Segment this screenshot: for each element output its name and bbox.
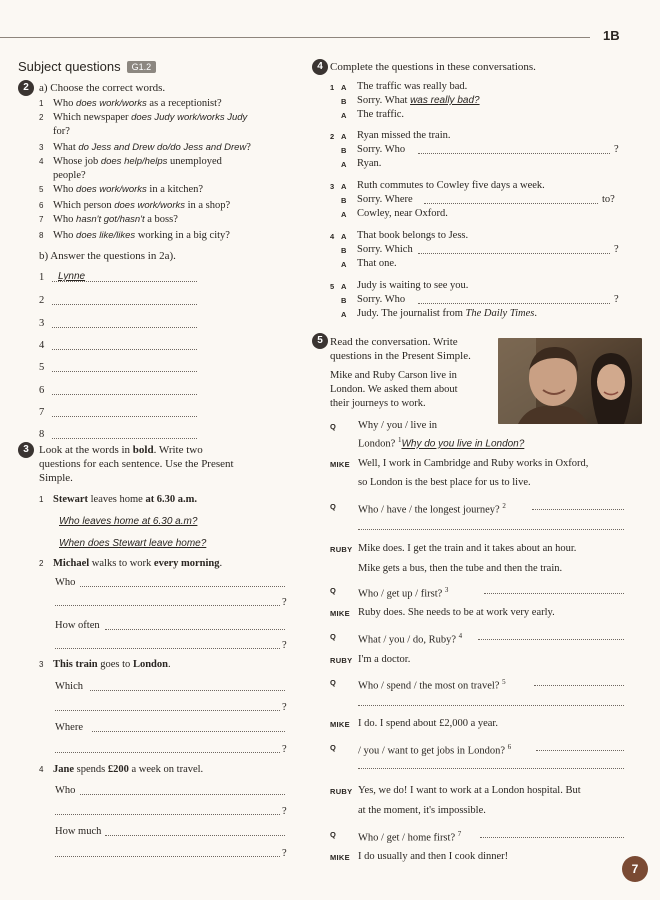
ex3-s3-end: .	[167, 659, 171, 670]
ex4-speaker-a: A	[341, 83, 347, 92]
ex3-s4-qmark-2: ?	[282, 848, 287, 859]
ex2-answer-line[interactable]	[52, 416, 197, 417]
ex4-conv-number: 4	[330, 232, 335, 241]
ex3-s3-where-line-2[interactable]	[55, 752, 280, 753]
ex4-conv-number: 3	[330, 182, 335, 191]
ex5-q3-text: Who / get up / first?	[358, 588, 445, 600]
ex4-speaker-a: A	[341, 111, 347, 120]
ex2-item	[39, 112, 247, 124]
ex2-item-number: 6	[39, 201, 44, 210]
ex4-line-b-text: Sorry. What	[357, 95, 411, 106]
ex3-s2-number: 2	[39, 559, 44, 568]
ex2-item-text: Which newspaper	[53, 112, 132, 123]
ex3-s3-where-prompt: Where	[55, 722, 83, 733]
ex2-item-choice[interactable]: does like/likes	[76, 230, 136, 241]
ex3-s3-which-prompt: Which	[55, 681, 83, 692]
ex5-speaker-mike: MIKE	[330, 720, 350, 729]
ex5-q2-sup: 2	[502, 502, 506, 510]
ex3-s2-bold-a: Michael	[53, 558, 90, 569]
ex3-s3-text: goes to	[97, 659, 133, 670]
ex2-item-choice[interactable]: does Judy work/works Judy	[131, 112, 248, 123]
ex5-q5-answer-line-2[interactable]	[358, 705, 624, 706]
ex4-speaker-b: B	[341, 97, 347, 106]
ex3-s4-who-line[interactable]	[80, 794, 285, 795]
ex3-sentence-3	[39, 659, 171, 671]
ex3-s4-bold-a: Jane	[53, 764, 74, 775]
exercise-5-number: 5	[312, 333, 328, 349]
ex2-item-text-end: working in a big city?	[135, 230, 230, 241]
ex3-instr-part1: Look at the words in	[39, 444, 133, 456]
ex3-s2-who-prompt: Who	[55, 577, 76, 588]
ex3-s2-howoften-line[interactable]	[105, 629, 285, 630]
ex4-line-a2-italic: The Daily Times	[465, 308, 535, 319]
ex4-line-b	[357, 244, 413, 256]
ex4-line-b	[357, 95, 480, 107]
ex5-speaker-q: Q	[330, 830, 337, 839]
ex3-s4-who-prompt: Who	[55, 785, 76, 796]
ex2-answer-line[interactable]	[52, 327, 197, 328]
ex5-q6-sup: 6	[507, 743, 512, 751]
ex5-speaker-ruby: RUBY	[330, 656, 353, 665]
ex5-speaker-ruby: RUBY	[330, 787, 353, 796]
ex4-line-a2	[357, 308, 537, 320]
ex3-s4-text: spends	[74, 764, 108, 775]
ex2-item-text: people?	[53, 170, 86, 181]
ex2-item-number: 8	[39, 231, 44, 240]
ex4-speaker-b: B	[341, 196, 347, 205]
ex5-q2-answer-line-2[interactable]	[358, 529, 624, 530]
exercise-2-number: 2	[18, 80, 34, 96]
ex2-item-text-end: as a receptionist?	[146, 98, 222, 109]
ex4-line-b-text: Sorry. Who	[357, 294, 406, 305]
ex5-ruby-2: I'm a doctor.	[358, 654, 411, 665]
ex5-ruby-3b: at the moment, it's impossible.	[358, 805, 486, 816]
ex2-item	[39, 170, 86, 182]
couple-photo	[498, 338, 642, 424]
ex5-q4	[358, 630, 462, 647]
ex2-answer-line[interactable]	[52, 349, 197, 350]
ex2-item-text-end: unemployed	[167, 156, 222, 167]
ex2-item-text: for?	[53, 126, 70, 137]
ex5-ruby-1a: Mike does. I get the train and it takes about an hour.	[358, 543, 577, 554]
ex2-item-text: Who	[53, 184, 77, 195]
ex5-speaker-ruby: RUBY	[330, 545, 353, 554]
ex2-answer-number: 6	[39, 385, 45, 396]
section-title-text: Subject questions	[18, 59, 121, 74]
ex2-item	[39, 230, 230, 242]
ex2-answer-1-text[interactable]: Lynne	[58, 271, 86, 282]
ex5-instruction-line1: Read the conversation. Write	[330, 336, 458, 348]
ex2-item-text: Who	[53, 98, 77, 109]
ex5-mike-4: I do usually and then I cook dinner!	[358, 851, 509, 862]
ex3-s4-bold-b: £200	[107, 764, 129, 775]
ex2-item-number: 3	[39, 143, 44, 152]
ex5-q3	[358, 584, 448, 601]
ex2-item-text: Who	[53, 214, 77, 225]
ex4-answer-line[interactable]	[418, 153, 610, 154]
ex5-q1-line1: Why / you / live in	[358, 420, 438, 431]
ex2-b-instruction: b) Answer the questions in 2a).	[39, 250, 176, 262]
ex3-s1-answer-2[interactable]: When does Stewart leave home?	[59, 538, 207, 549]
ex5-speaker-mike: MIKE	[330, 460, 350, 469]
ex4-answer-line[interactable]	[418, 253, 610, 254]
ex2-item-text-end: ?	[246, 142, 251, 153]
ex2-answer-number: 1	[39, 272, 45, 283]
ex5-q7-text: Who / get / home first?	[358, 832, 458, 844]
ex5-mike-1b: so London is the best place for us to live.	[358, 477, 531, 488]
ex5-q1-answer[interactable]: Why do you live in London?	[401, 438, 525, 450]
ex3-s2-bold-b: every morning	[153, 558, 220, 569]
ex2-answer-line[interactable]	[52, 394, 197, 395]
ex2-item	[39, 200, 230, 212]
ex3-s2-who-line-2[interactable]	[55, 605, 280, 606]
ex5-q2-text: Who / have / the longest journey?	[358, 504, 503, 516]
unit-label: 1B	[603, 28, 620, 43]
ex3-s1-answer-1[interactable]: Who leaves home at 6.30 a.m?	[59, 516, 198, 527]
ex4-speaker-a: A	[341, 232, 347, 241]
ex5-q6-text: / you / want to get jobs in London?	[358, 745, 508, 757]
ex3-instruction-line3: Simple.	[39, 472, 73, 484]
ex5-q1-text: London?	[358, 438, 398, 450]
ex5-mike-2: Ruby does. She needs to be at work very early.	[358, 607, 555, 618]
ex5-instruction-line2: questions in the Present Simple.	[330, 350, 471, 362]
ex3-s4-howmuch-prompt: How much	[55, 826, 102, 837]
ex4-conv-number: 5	[330, 282, 335, 291]
ex4-line-b-end: ?	[614, 144, 619, 155]
ex4-line-a2-end: .	[534, 308, 537, 319]
ex4-line-b-end: ?	[614, 294, 619, 305]
ex3-s2-howoften-line-2[interactable]	[55, 648, 280, 649]
ex5-q6-answer-line-2[interactable]	[358, 768, 624, 769]
ex2-item-choice[interactable]: do Jess and Drew do/do Jess and Drew	[78, 142, 247, 153]
ex3-s3-number: 3	[39, 660, 44, 669]
ex4-line-a: Judy is waiting to see you.	[357, 280, 469, 291]
ex5-intro-line2: London. We asked them about	[330, 384, 458, 395]
ex3-s3-qmark-2: ?	[282, 744, 287, 755]
ex5-q7-sup: 7	[457, 830, 462, 838]
ex4-speaker-a: A	[341, 310, 347, 319]
ex5-q4-sup: 4	[458, 632, 463, 640]
ex2-answer-number: 8	[39, 429, 45, 440]
ex2-answer-line[interactable]	[52, 304, 197, 305]
ex3-s3-where-line[interactable]	[92, 731, 285, 732]
ex2-item-text: Who	[53, 230, 77, 241]
ex2-item	[39, 184, 203, 196]
ex5-speaker-q: Q	[330, 678, 337, 687]
ex2-answer-number: 3	[39, 318, 45, 329]
ex2-item	[39, 142, 251, 154]
ex4-line-a: The traffic was really bad.	[357, 81, 468, 92]
ex2-item-text: What	[53, 142, 79, 153]
ex4-line-a2: That one.	[357, 258, 397, 269]
ex4-line-b-end: to?	[602, 194, 615, 205]
ex3-sentence-1	[39, 494, 197, 506]
ex2-answer-number: 7	[39, 407, 45, 418]
ex2-item-number: 1	[39, 99, 44, 108]
ex5-mike-1a: Well, I work in Cambridge and Ruby works in Oxford,	[358, 458, 589, 469]
ex2-item-number: 2	[39, 113, 44, 122]
ex5-q4-text: What / you / do, Ruby?	[358, 634, 459, 646]
ex2-item	[39, 98, 222, 110]
ex3-instruction-line1	[39, 444, 203, 456]
ex3-sentence-4	[39, 764, 203, 776]
grammar-ref-badge: G1.2	[127, 61, 157, 73]
ex4-answer-line[interactable]	[424, 203, 598, 204]
ex4-line-a: Ruth commutes to Cowley five days a week.	[357, 180, 545, 191]
ex5-q5-sup: 5	[502, 678, 506, 686]
ex2-item-text: Which person	[53, 200, 115, 211]
ex2-item-number: 5	[39, 185, 44, 194]
ex4-speaker-b: B	[341, 146, 347, 155]
ex5-speaker-mike: MIKE	[330, 609, 350, 618]
ex5-intro-line1: Mike and Ruby Carson live in	[330, 370, 457, 381]
ex4-instruction: Complete the questions in these conversations.	[330, 61, 536, 73]
ex4-line-a2: Cowley, near Oxford.	[357, 208, 448, 219]
ex2-answer-number: 4	[39, 340, 45, 351]
ex4-line-b-text: Sorry. Which	[357, 244, 413, 255]
ex2-item-choice[interactable]: does work/works	[114, 200, 185, 211]
ex5-intro-line3: their journeys to work.	[330, 398, 426, 409]
ex3-s2-text: walks to work	[89, 558, 154, 569]
ex4-line-a2: The traffic.	[357, 109, 405, 120]
ex5-q3-sup: 3	[444, 586, 449, 594]
ex5-speaker-mike: MIKE	[330, 853, 350, 862]
ex4-line-b	[357, 294, 405, 306]
ex5-mike-3: I do. I spend about £2,000 a year.	[358, 718, 498, 729]
ex3-s4-howmuch-line-2[interactable]	[55, 856, 280, 857]
ex2-item-number: 7	[39, 215, 44, 224]
ex5-q6	[358, 741, 511, 758]
ex2-item	[39, 214, 178, 226]
ex3-s4-howmuch-line[interactable]	[105, 835, 285, 836]
ex2-item-text: Whose job	[53, 156, 101, 167]
ex3-s2-qmark-1: ?	[282, 597, 287, 608]
ex3-s1-text: leaves home	[88, 494, 146, 505]
ex3-sentence-2	[39, 558, 222, 570]
ex3-s4-who-line-2[interactable]	[55, 814, 280, 815]
ex5-speaker-q: Q	[330, 632, 337, 641]
ex5-q3-answer-line[interactable]	[484, 593, 624, 594]
ex5-speaker-q: Q	[330, 743, 337, 752]
ex3-s4-qmark-1: ?	[282, 806, 287, 817]
ex3-s3-which-line[interactable]	[90, 690, 285, 691]
ex3-s3-qmark-1: ?	[282, 702, 287, 713]
ex2-answer-number: 5	[39, 362, 45, 373]
ex5-speaker-q: Q	[330, 502, 337, 511]
ex5-ruby-3a: Yes, we do! I want to work at a London hospital. But	[358, 785, 581, 796]
ex3-instr-part2: . Write two	[153, 444, 203, 456]
ex4-line-b-text: Sorry. Who	[357, 144, 406, 155]
section-title	[18, 59, 156, 74]
ex4-speaker-b: B	[341, 296, 347, 305]
ex3-s2-who-line[interactable]	[80, 586, 285, 587]
ex5-q2	[358, 500, 506, 517]
ex5-q5-text: Who / spend / the most on travel?	[358, 680, 503, 692]
ex3-instruction-line2: questions for each sentence. Use the Present	[39, 458, 234, 470]
ex2-item-choice[interactable]: hasn't got/hasn't	[76, 214, 145, 225]
ex3-s1-bold-a: Stewart	[53, 494, 88, 505]
ex5-q6-answer-line[interactable]	[536, 750, 624, 751]
page-number: 7	[622, 856, 648, 882]
ex4-line-a: Ryan missed the train.	[357, 130, 451, 141]
ex2-answer-line[interactable]	[52, 438, 197, 439]
ex5-q7-answer-line[interactable]	[480, 837, 624, 838]
ex5-speaker-q: Q	[330, 586, 337, 595]
ex2-item	[39, 156, 222, 168]
ex2-item-text-end: a boss?	[144, 214, 178, 225]
ex4-line-b-end: ?	[614, 244, 619, 255]
header-rule	[0, 37, 590, 38]
ex3-s3-bold-b: London	[132, 659, 168, 670]
ex3-s2-qmark-2: ?	[282, 640, 287, 651]
ex4-line-a2: Ryan.	[357, 158, 382, 169]
ex5-q7	[358, 828, 461, 845]
ex5-q1-line2	[358, 434, 524, 451]
ex3-s3-bold-a: This train	[53, 659, 98, 670]
ex4-speaker-a: A	[341, 182, 347, 191]
ex3-s2-howoften-prompt: How often	[55, 620, 100, 631]
ex5-q5-answer-line[interactable]	[534, 685, 624, 686]
ex3-s4-end: a week on travel.	[128, 764, 204, 775]
ex4-line-a2-text: Judy. The journalist from	[357, 308, 466, 319]
ex4-line-b-answer[interactable]: was really bad?	[410, 95, 480, 106]
ex4-speaker-a: A	[341, 132, 347, 141]
ex3-s4-number: 4	[39, 765, 44, 774]
exercise-4-number: 4	[312, 59, 328, 75]
ex3-s1-bold-b: at 6.30 a.m.	[145, 494, 198, 505]
ex4-line-b	[357, 144, 405, 156]
ex5-q2-answer-line[interactable]	[532, 509, 624, 510]
couple-photo-illustration	[498, 338, 642, 424]
ex4-line-b	[357, 194, 413, 206]
ex3-s1-number: 1	[39, 495, 44, 504]
ex4-speaker-a: A	[341, 160, 347, 169]
ex5-q5	[358, 676, 506, 693]
ex4-conv-number: 2	[330, 132, 335, 141]
ex4-speaker-a: A	[341, 210, 347, 219]
ex4-conv-number: 1	[330, 83, 335, 92]
ex2-item	[39, 126, 70, 138]
ex5-q4-answer-line[interactable]	[478, 639, 624, 640]
ex3-s3-which-line-2[interactable]	[55, 710, 280, 711]
ex2-item-number: 4	[39, 157, 44, 166]
ex3-instr-bold: bold	[132, 444, 154, 456]
ex2-a-instruction: a) Choose the correct words.	[39, 82, 166, 94]
ex2-item-choice[interactable]: does work/works	[76, 184, 147, 195]
ex4-line-a: That book belongs to Jess.	[357, 230, 469, 241]
ex5-q1-sup: 1	[397, 436, 402, 444]
ex2-item-text-end: in a shop?	[184, 200, 231, 211]
ex4-speaker-a: A	[341, 282, 347, 291]
ex2-item-choice[interactable]: does work/works	[76, 98, 147, 109]
ex4-speaker-b: B	[341, 246, 347, 255]
exercise-3-number: 3	[18, 442, 34, 458]
ex5-speaker-q: Q	[330, 422, 337, 431]
ex4-line-b-text: Sorry. Where	[357, 194, 413, 205]
ex2-item-choice[interactable]: does help/helps	[100, 156, 168, 167]
ex2-item-text-end: in a kitchen?	[146, 184, 204, 195]
ex3-s2-end: .	[219, 558, 223, 569]
ex2-answer-number: 2	[39, 295, 45, 306]
ex5-ruby-1b: Mike gets a bus, then the tube and then the train.	[358, 563, 563, 574]
ex4-answer-line[interactable]	[418, 303, 610, 304]
ex2-answer-line[interactable]	[52, 371, 197, 372]
ex4-speaker-a: A	[341, 260, 347, 269]
